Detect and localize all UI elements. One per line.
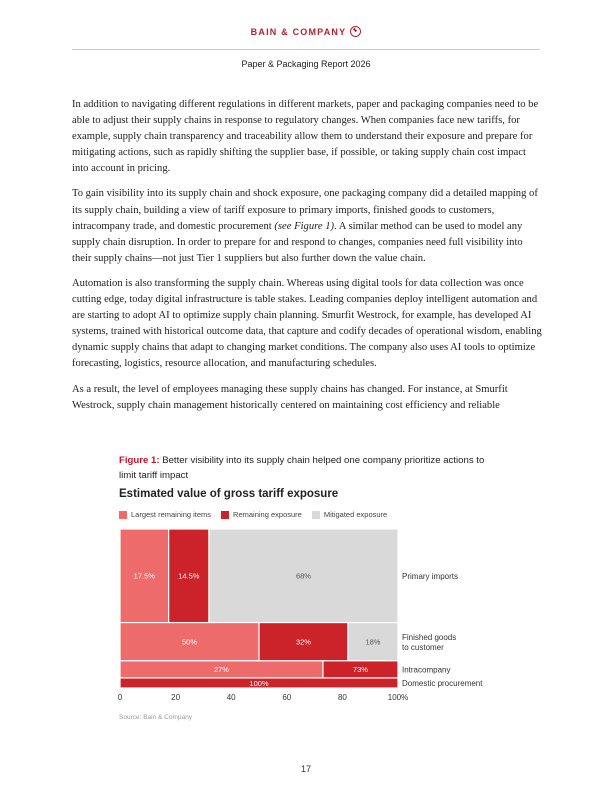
x-tick-label: 0	[117, 693, 123, 702]
segment-label: 100%	[249, 678, 269, 688]
figure-label: Figure 1:	[119, 455, 160, 466]
segment-label: 50%	[181, 637, 198, 647]
segment-label: 18%	[365, 637, 381, 647]
segment-label: 32%	[295, 637, 311, 647]
paragraph: As a result, the level of employees managing these supply chains has changed. For instance, at Smurfit Westrock, supply chain management historically centered on maintaining cost efficiency and reliable	[72, 383, 508, 411]
x-tick-label: 40	[226, 693, 236, 702]
legend-label: Remaining exposure	[233, 510, 302, 519]
logo-text: BAIN & COMPANY	[250, 27, 347, 37]
row-label: Intracompany	[402, 665, 451, 675]
chart-title: Estimated value of gross tariff exposure	[119, 488, 339, 500]
paragraph-text: . A similar method can be used to model any supply chain disruption. In order to prepare for and respond to changes, companies need full visibility into their supply chains—not just Tier 1 suppliers but also further down the value chain.	[72, 220, 523, 264]
x-tick-label: 100%	[387, 693, 409, 702]
figure-reference: (see Figure 1)	[274, 220, 335, 232]
x-tick-label: 60	[282, 693, 292, 702]
segment-label: 27%	[213, 665, 229, 675]
paragraph: Automation is also transforming the supply chain. Whereas using digital tools for data collection was once cutting edge, today digital infrastructure is table stakes. Leading companies deploy intelligent automation and are starting to adopt AI to optimize supply chain planning. Smurfit Westrock, for example, has developed AI systems, trained with historical outcome data, that capture and codify decades of operational wisdom, enabling dynamic supply chains that adapt to changing market conditions. The company also uses AI tools to optimize forecasting, logistics, resource allocation, and manufacturing schedules.	[72, 277, 542, 370]
row-label: Domestic procurement	[402, 678, 483, 688]
running-head: Paper & Packaging Report 2026	[241, 59, 371, 69]
figure-caption-text: Better visibility into its supply chain helped one company prioritize actions to limit tariff impact	[119, 455, 485, 481]
row-label: Finished goods to customer	[402, 633, 457, 653]
page-number: 17	[300, 764, 311, 774]
segment-label: 14.5%	[178, 571, 200, 581]
legend-label: Largest remaining items	[131, 510, 212, 519]
x-tick-label: 20	[171, 693, 181, 702]
paragraph-text: To gain visibility into its supply chain and shock exposure, one packaging company did a detailed mapping of its supply chain, building a view of tariff exposure to primary imports, finished goods to customers, intracompany trade, and domestic procurement	[72, 188, 538, 232]
x-tick-label: 80	[337, 693, 347, 702]
segment-label: 73%	[352, 665, 368, 675]
legend-label: Mitigated exposure	[323, 510, 388, 519]
chart-source: Source: Bain & Company	[119, 714, 192, 721]
row-label: Primary imports	[402, 571, 459, 581]
segment-label: 68%	[295, 571, 311, 581]
segment-label: 17.5%	[133, 571, 155, 581]
paragraph: In addition to navigating different regulations in different markets, paper and packaging companies need to be able to adjust their supply chains in response to regulatory changes. When companies face new tariffs, for example, supply chain transparency and traceability allow them to understand their exposure and prepare for mitigating actions, such as rapidly shifting the supplier base, if possible, or taking supply chain cost impact into account in pricing.	[72, 99, 539, 175]
